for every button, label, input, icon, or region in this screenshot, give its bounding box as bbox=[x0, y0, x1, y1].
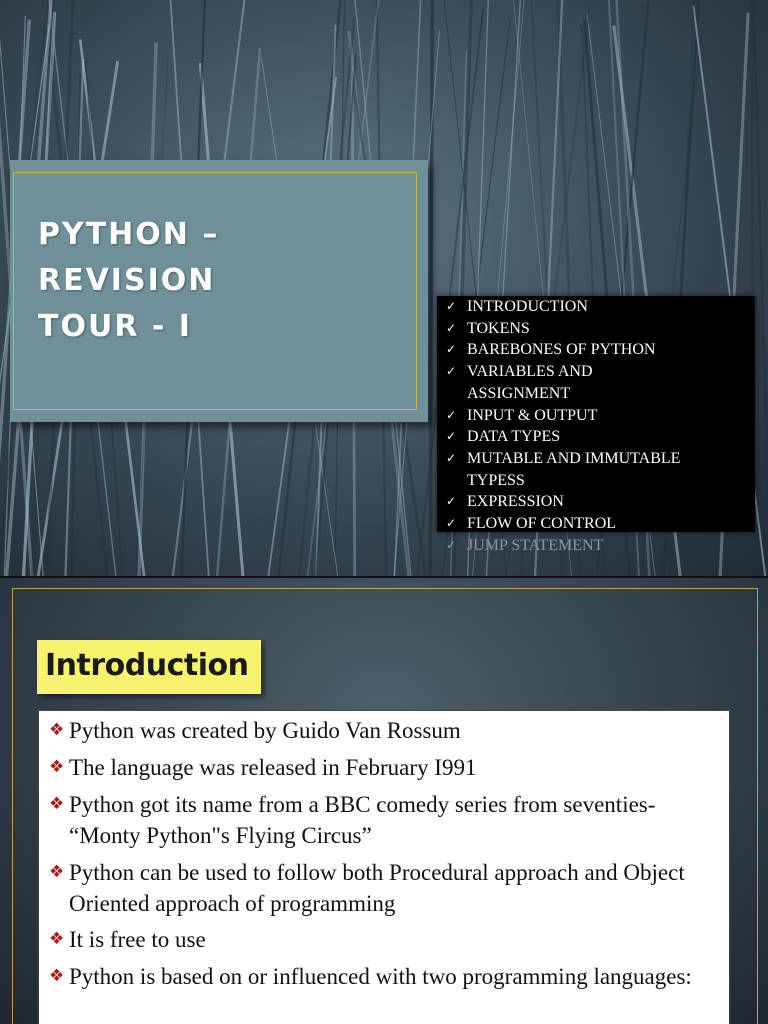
background-streak bbox=[430, 0, 432, 576]
diamond-bullet-icon: ❖ bbox=[49, 794, 65, 814]
list-item: ❖ Python is based on or influenced with two programming languages: bbox=[49, 961, 709, 992]
diamond-bullet-icon: ❖ bbox=[49, 929, 65, 949]
check-icon: ✓ bbox=[446, 537, 457, 552]
check-icon: ✓ bbox=[446, 364, 457, 379]
topics-panel: ✓ INTRODUCTION ✓ TOKENS ✓ BAREBONES OF PYTHON ✓ VARIABLES AND ASSIGNMENT ✓ INPUT & OUTPUT ✓ DATA TYPES ✓ MUTABLE AND IMMUTABLE TYPESS ✓ EXPRESSION ✓ FLOW OF CONTROL ✓ JUMP STATEMENT bbox=[437, 296, 755, 532]
check-icon: ✓ bbox=[446, 320, 457, 335]
check-icon: ✓ bbox=[446, 342, 457, 357]
check-icon: ✓ bbox=[446, 450, 457, 465]
list-item: ❖ It is free to use bbox=[49, 924, 709, 955]
diamond-bullet-icon: ❖ bbox=[49, 966, 65, 986]
content-box bbox=[38, 710, 730, 1024]
slide-title: PYTHON – REVISION TOUR - I bbox=[38, 217, 220, 344]
check-icon: ✓ bbox=[446, 494, 457, 509]
check-icon: ✓ bbox=[446, 516, 457, 530]
list-item: ❖ The language was released in February I991 bbox=[49, 752, 709, 783]
title-box bbox=[10, 160, 428, 422]
check-icon: ✓ bbox=[446, 299, 457, 313]
list-item: ❖ Python was created by Guido Van Rossum bbox=[49, 715, 709, 746]
diamond-bullet-icon: ❖ bbox=[49, 720, 65, 740]
slide-heading: Introduction bbox=[45, 648, 249, 683]
background-streak bbox=[753, 0, 768, 576]
introduction-slide bbox=[0, 578, 768, 1024]
heading-tag bbox=[37, 640, 261, 694]
check-icon: ✓ bbox=[446, 429, 457, 444]
list-item: ❖ Python can be used to follow both Procedural approach and Object Oriented approach of programming bbox=[49, 857, 709, 919]
diamond-bullet-icon: ❖ bbox=[49, 862, 65, 882]
list-item: ❖ Python got its name from a BBC comedy series from seventies- “Monty Python"s Flying Circus” bbox=[49, 789, 709, 851]
check-icon: ✓ bbox=[446, 407, 457, 422]
diamond-bullet-icon: ❖ bbox=[49, 757, 65, 777]
